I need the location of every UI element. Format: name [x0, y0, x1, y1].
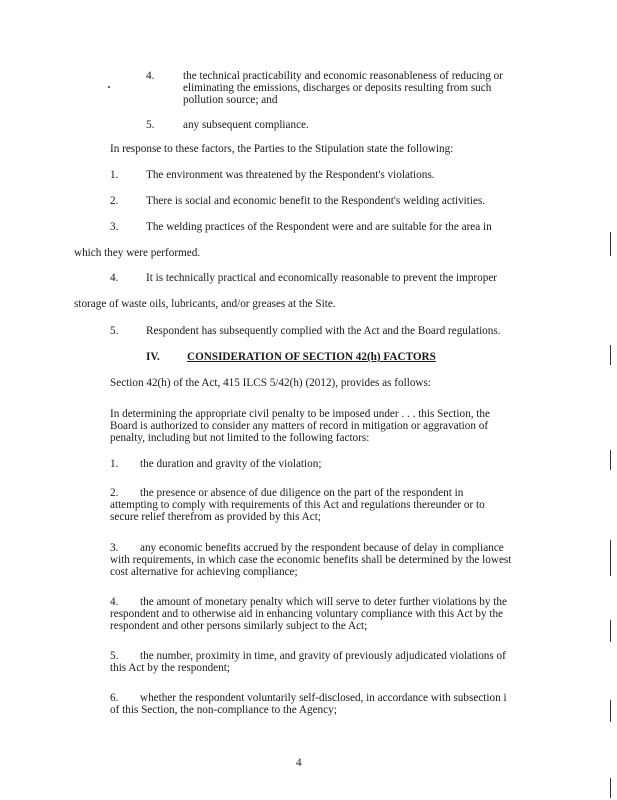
factor-1-line-1: the duration and gravity of the violation; — [140, 458, 322, 470]
factor-3-line-3: cost alternative for achieving compliance; — [110, 566, 298, 578]
factor-2-number: 2. — [110, 487, 119, 499]
response-5-text: Respondent has subsequently complied with the Act and the Board regulations. — [146, 325, 501, 337]
response-5-number: 5. — [110, 325, 119, 337]
factor-6-number: 6. — [110, 692, 119, 704]
factor-3-line-2: with requirements, in which case the economic benefits shall be determined by the lowest — [110, 554, 512, 566]
quote-intro-line-1: In determining the appropriate civil penalty to be imposed under . . . this Section, the — [110, 408, 490, 420]
factor-5-number: 5. — [110, 650, 119, 662]
margin-mark — [610, 778, 611, 798]
margin-mark — [610, 540, 611, 576]
item-5-number: 5. — [146, 119, 155, 131]
factor-5-line-1: the number, proximity in time, and gravity of previously adjudicated violations of — [140, 650, 506, 662]
quote-intro-line-2: Board is authorized to consider any matters of record in mitigation or aggravation of — [110, 420, 489, 432]
page-number: 4 — [296, 757, 302, 769]
factor-3-number: 3. — [110, 542, 119, 554]
factor-2-line-3: secure relief therefrom as provided by this Act; — [110, 511, 321, 523]
section-number: IV. — [146, 351, 160, 363]
response-4-number: 4. — [110, 272, 119, 284]
margin-mark — [610, 450, 611, 470]
item-4-line-2: eliminating the emissions, discharges or deposits resulting from such — [183, 82, 492, 94]
margin-mark — [610, 700, 611, 722]
factor-4-number: 4. — [110, 596, 119, 608]
item-5-line-1: any subsequent compliance. — [183, 119, 309, 131]
factor-3-line-1: any economic benefits accrued by the respondent because of delay in compliance — [140, 542, 504, 554]
response-4-text: It is technically practical and economically reasonable to prevent the improper — [146, 272, 498, 284]
margin-mark — [610, 345, 611, 365]
factor-2-line-1: the presence or absence of due diligence on the part of the respondent in — [140, 487, 464, 499]
item-4-number: 4. — [146, 70, 155, 82]
factor-5-line-2: this Act by the respondent; — [110, 662, 230, 674]
factor-4-line-3: respondent and other persons similarly subject to the Act; — [110, 620, 368, 632]
response-2-text: There is social and economic benefit to the Respondent's welding activities. — [146, 195, 486, 207]
margin-mark — [610, 620, 611, 642]
quote-intro-line-3: penalty, including but not limited to the following factors: — [110, 432, 370, 444]
factor-1-number: 1. — [110, 458, 119, 470]
intro-paragraph: In response to these factors, the Parties to the Stipulation state the following: — [110, 143, 454, 155]
item-4-line-3: pollution source; and — [183, 94, 278, 106]
response-2-number: 2. — [110, 195, 119, 207]
item-4-line-1: the technical practicability and economic reasonableness of reducing or — [183, 70, 503, 82]
section-intro: Section 42(h) of the Act, 415 ILCS 5/42(h) (2012), provides as follows: — [110, 377, 431, 389]
factor-6-line-1: whether the respondent voluntarily self-disclosed, in accordance with subsection i — [140, 692, 507, 704]
factor-4-line-2: respondent and to otherwise aid in enhancing voluntary compliance with this Act by the — [110, 608, 504, 620]
response-3-continuation: which they were performed. — [74, 247, 201, 259]
section-heading: CONSIDERATION OF SECTION 42(h) FACTORS — [187, 351, 436, 363]
factor-6-line-2: of this Section, the non-compliance to the Agency; — [110, 704, 337, 716]
response-3-number: 3. — [110, 221, 119, 233]
response-1-text: The environment was threatened by the Respondent's violations. — [146, 169, 435, 181]
scan-speck — [108, 86, 110, 88]
response-3-text: The welding practices of the Respondent were and are suitable for the area in — [146, 221, 492, 233]
factor-4-line-1: the amount of monetary penalty which will serve to deter further violations by the — [140, 596, 507, 608]
factor-2-line-2: attempting to comply with requirements of this Act and regulations thereunder or to — [110, 499, 485, 511]
response-4-continuation: storage of waste oils, lubricants, and/or greases at the Site. — [74, 298, 336, 310]
response-1-number: 1. — [110, 169, 119, 181]
margin-mark — [610, 232, 611, 256]
